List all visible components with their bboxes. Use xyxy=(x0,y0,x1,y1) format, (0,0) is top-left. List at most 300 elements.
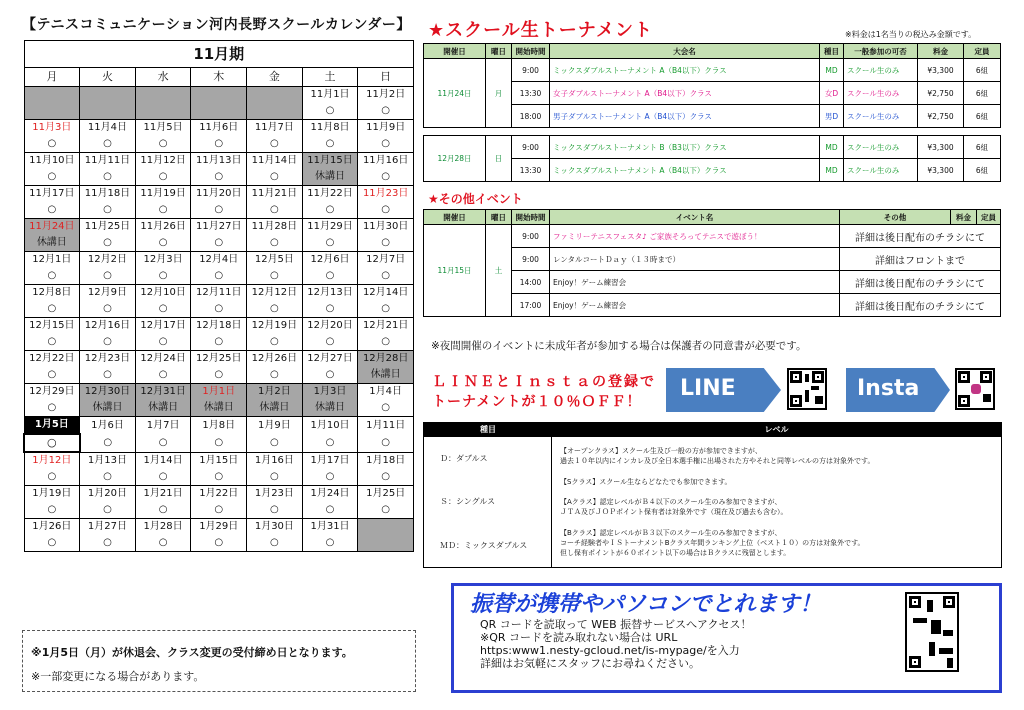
calendar-status: ○ xyxy=(24,434,80,452)
calendar-date: 1月13日 xyxy=(80,452,136,469)
tournament-header: 種目 xyxy=(820,44,844,59)
tournament-title: ★スクール生トーナメント xyxy=(428,20,654,41)
level-desc-line: ＪＴＡ及びＪＯＰポイント保有者は対象外です（現在及び過去も含む）。 xyxy=(560,508,788,517)
calendar-status: ○ xyxy=(302,268,358,285)
calendar-date: 11月8日 xyxy=(302,120,358,137)
tournament-capacity: 6組 xyxy=(964,159,1001,182)
line-qr-code[interactable] xyxy=(787,368,827,410)
calendar-date: 11月5日 xyxy=(135,120,191,137)
event-header: 定員 xyxy=(977,210,1001,225)
calendar-status: ○ xyxy=(247,268,303,285)
calendar-status: ○ xyxy=(247,535,303,552)
tournament-type: MD xyxy=(820,159,844,182)
calendar-date: 1月28日 xyxy=(135,519,191,536)
tournament-header: 定員 xyxy=(964,44,1001,59)
calendar-date: 12月31日 xyxy=(135,384,191,401)
calendar-date: 1月31日 xyxy=(302,519,358,536)
tournament-name: ミックスダブルストーナメント A（B4以下）クラス xyxy=(550,59,820,82)
substitution-text xyxy=(480,618,900,670)
calendar-date: 11月18日 xyxy=(80,186,136,203)
calendar-status: ○ xyxy=(191,136,247,153)
tournament-name: 男子ダブルストーナメント A（B4以下）クラス xyxy=(550,105,820,128)
calendar-date: 1月18日 xyxy=(358,452,414,469)
calendar-date: 11月12日 xyxy=(135,153,191,170)
type-doubles: Ｄ：ダブルス xyxy=(440,454,488,464)
calendar-status: ○ xyxy=(80,136,136,153)
tournament-open: スクール生のみ xyxy=(844,105,918,128)
tournament-weekday: 日 xyxy=(486,136,512,182)
calendar-status: 休講日 xyxy=(191,400,247,417)
calendar-date xyxy=(191,87,247,104)
calendar-date: 1月17日 xyxy=(302,452,358,469)
calendar-status: ○ xyxy=(191,469,247,486)
substitution-line: QR コードを読取って WEB 振替サービスへアクセス！ xyxy=(480,618,752,631)
calendar-date: 12月19日 xyxy=(247,318,303,335)
weekday-header: 木 xyxy=(191,68,247,87)
calendar-date: 1月21日 xyxy=(135,486,191,503)
calendar-date: 12月24日 xyxy=(135,351,191,368)
calendar-status: ○ xyxy=(302,535,358,552)
weekday-header: 火 xyxy=(80,68,136,87)
calendar-date: 1月15日 xyxy=(191,452,247,469)
calendar-date: 11月14日 xyxy=(247,153,303,170)
calendar-status: ○ xyxy=(191,268,247,285)
calendar-date: 12月4日 xyxy=(191,252,247,269)
calendar-heading: 【テニスコミュニケーション河内長野スクールカレンダー】 xyxy=(22,17,411,33)
calendar-date: 11月4日 xyxy=(80,120,136,137)
calendar-date: 12月15日 xyxy=(24,318,80,335)
calendar-date: 12月2日 xyxy=(80,252,136,269)
calendar-status: ○ xyxy=(191,202,247,219)
calendar-date: 11月22日 xyxy=(302,186,358,203)
substitution-url[interactable]: https:www1.nesty-gcloud.net/is-mypage/を入力 xyxy=(480,644,740,657)
calendar-date xyxy=(24,87,80,104)
event-other: 詳細は後日配布のチラシにて xyxy=(840,225,1001,248)
deadline-note: ※1月5日（月）が休退会、クラス変更の受付締め日となります。 xyxy=(31,646,353,659)
event-header: イベント名 xyxy=(550,210,840,225)
calendar-status xyxy=(358,535,414,552)
level-desc-line: コーチ経験者やＩＳトーナメントBクラス年間ランキング上位（ベスト１０）の方は対象外です。 xyxy=(560,538,865,547)
calendar-date: 1月8日 xyxy=(191,417,247,435)
calendar-date: 1月12日 xyxy=(24,452,80,469)
tournament-fee: ¥3,300 xyxy=(918,59,964,82)
calendar-status: ○ xyxy=(24,301,80,318)
calendar-date: 1月25日 xyxy=(358,486,414,503)
calendar-status: ○ xyxy=(191,502,247,519)
calendar-status: ○ xyxy=(358,301,414,318)
tournament-fee: ¥2,750 xyxy=(918,82,964,105)
calendar-status: ○ xyxy=(358,202,414,219)
calendar-date: 12月30日 xyxy=(80,384,136,401)
calendar-status: ○ xyxy=(191,434,247,452)
calendar-status: ○ xyxy=(135,434,191,452)
calendar-date: 1月22日 xyxy=(191,486,247,503)
calendar-date: 12月12日 xyxy=(247,285,303,302)
event-name: ファミリーテニスフェスタ♪ ご家族そろってテニスで遊ぼう！ xyxy=(550,225,840,248)
level-header-type: 種目 xyxy=(480,425,496,434)
tournament-time: 13:30 xyxy=(512,82,550,105)
calendar-status: ○ xyxy=(358,103,414,120)
calendar-status: ○ xyxy=(24,202,80,219)
event-header: 開始時間 xyxy=(512,210,550,225)
calendar-status: ○ xyxy=(247,334,303,351)
calendar-status: ○ xyxy=(191,235,247,252)
calendar-date: 11月20日 xyxy=(191,186,247,203)
calendar-date: 11月1日 xyxy=(302,87,358,104)
calendar-date: 12月18日 xyxy=(191,318,247,335)
event-time: 9:00 xyxy=(512,225,550,248)
calendar-status: ○ xyxy=(80,235,136,252)
calendar-status: ○ xyxy=(247,502,303,519)
tournament-time: 9:00 xyxy=(512,136,550,159)
calendar-date: 12月1日 xyxy=(24,252,80,269)
calendar-status: ○ xyxy=(135,268,191,285)
calendar-status: ○ xyxy=(80,469,136,486)
event-name: レンタルコートＤａｙ（１３時まで） xyxy=(550,248,840,271)
calendar-status: ○ xyxy=(24,136,80,153)
calendar-date: 1月26日 xyxy=(24,519,80,536)
calendar-date: 11月2日 xyxy=(358,87,414,104)
calendar-status: ○ xyxy=(358,434,414,452)
calendar-date: 11月17日 xyxy=(24,186,80,203)
event-time: 9:00 xyxy=(512,248,550,271)
calendar-date: 11月21日 xyxy=(247,186,303,203)
event-header: 料金 xyxy=(951,210,977,225)
calendar-date: 12月21日 xyxy=(358,318,414,335)
level-table xyxy=(423,422,1002,568)
events-title: ★その他イベント xyxy=(428,192,523,206)
calendar-status: ○ xyxy=(302,235,358,252)
calendar-status: ○ xyxy=(302,202,358,219)
level-header-level: レベル xyxy=(764,425,789,434)
tournament-open: スクール生のみ xyxy=(844,82,918,105)
calendar-status: ○ xyxy=(135,169,191,186)
calendar-date: 12月6日 xyxy=(302,252,358,269)
calendar-status: ○ xyxy=(24,334,80,351)
calendar-date: 11月13日 xyxy=(191,153,247,170)
calendar-date: 11月19日 xyxy=(135,186,191,203)
calendar-date: 12月9日 xyxy=(80,285,136,302)
calendar-date xyxy=(247,87,303,104)
calendar-date: 1月19日 xyxy=(24,486,80,503)
type-singles: Ｓ：シングルス xyxy=(440,497,496,507)
calendar-date: 1月29日 xyxy=(191,519,247,536)
calendar-date: 12月3日 xyxy=(135,252,191,269)
school-calendar xyxy=(23,40,414,552)
calendar-status: ○ xyxy=(247,169,303,186)
calendar-status: ○ xyxy=(191,367,247,384)
calendar-status: ○ xyxy=(358,400,414,417)
calendar-date: 1月6日 xyxy=(80,417,136,435)
calendar-date: 11月27日 xyxy=(191,219,247,236)
weekday-header: 月 xyxy=(24,68,80,87)
calendar-date: 11月10日 xyxy=(24,153,80,170)
calendar-status: ○ xyxy=(302,469,358,486)
calendar-status: ○ xyxy=(80,434,136,452)
insta-qr-code[interactable] xyxy=(955,368,995,410)
event-time: 17:00 xyxy=(512,294,550,317)
calendar-date xyxy=(80,87,136,104)
calendar-date: 12月8日 xyxy=(24,285,80,302)
calendar-status: ○ xyxy=(24,169,80,186)
calendar-status: 休講日 xyxy=(302,169,358,186)
event-name: Enjoy！ゲーム練習会 xyxy=(550,271,840,294)
event-header: 開催日 xyxy=(424,210,486,225)
calendar-date: 1月7日 xyxy=(135,417,191,435)
calendar-status: 休講日 xyxy=(302,400,358,417)
calendar-date: 1月27日 xyxy=(80,519,136,536)
calendar-date: 11月23日 xyxy=(358,186,414,203)
calendar-date: 11月7日 xyxy=(247,120,303,137)
calendar-date: 1月24日 xyxy=(302,486,358,503)
calendar-status: ○ xyxy=(302,301,358,318)
calendar-date: 11月11日 xyxy=(80,153,136,170)
calendar-date: 12月10日 xyxy=(135,285,191,302)
calendar-date: 1月9日 xyxy=(247,417,303,435)
tournament-header: 大会名 xyxy=(550,44,820,59)
calendar-date: 11月26日 xyxy=(135,219,191,236)
calendar-status: ○ xyxy=(358,469,414,486)
tournament-header: 料金 xyxy=(918,44,964,59)
calendar-date: 12月29日 xyxy=(24,384,80,401)
calendar-date: 1月30日 xyxy=(247,519,303,536)
tournament-fee: ¥3,300 xyxy=(918,159,964,182)
calendar-status: 休講日 xyxy=(135,400,191,417)
tournament-date: 11月24日 xyxy=(424,59,486,128)
calendar-date: 12月26日 xyxy=(247,351,303,368)
calendar-status: ○ xyxy=(358,502,414,519)
level-desc-block xyxy=(560,446,993,466)
calendar-date: 12月11日 xyxy=(191,285,247,302)
calendar-date: 12月16日 xyxy=(80,318,136,335)
calendar-status: ○ xyxy=(24,268,80,285)
substitution-line: ※QR コードを読み取れない場合は URL xyxy=(480,631,678,644)
tournament-type: MD xyxy=(820,136,844,159)
calendar-date: 12月17日 xyxy=(135,318,191,335)
calendar-date xyxy=(358,519,414,536)
calendar-status: ○ xyxy=(135,202,191,219)
level-desc-block xyxy=(560,497,993,517)
calendar-status xyxy=(24,103,80,120)
calendar-status: ○ xyxy=(302,502,358,519)
calendar-date: 12月20日 xyxy=(302,318,358,335)
calendar-status: ○ xyxy=(80,169,136,186)
calendar-status: ○ xyxy=(135,469,191,486)
calendar-status: ○ xyxy=(24,367,80,384)
calendar-status: ○ xyxy=(247,367,303,384)
month-title: 11月期 xyxy=(24,41,414,68)
tournament-open: スクール生のみ xyxy=(844,136,918,159)
calendar-status: ○ xyxy=(191,535,247,552)
calendar-date: 12月14日 xyxy=(358,285,414,302)
calendar-status: ○ xyxy=(358,235,414,252)
calendar-status: ○ xyxy=(80,202,136,219)
calendar-date: 1月20日 xyxy=(80,486,136,503)
events-table xyxy=(423,209,1001,317)
calendar-status: ○ xyxy=(247,136,303,153)
calendar-notes xyxy=(22,630,416,692)
calendar-status xyxy=(247,103,303,120)
calendar-date: 1月10日 xyxy=(302,417,358,435)
calendar-date: 1月1日 xyxy=(191,384,247,401)
level-desc-line: 【Bクラス】認定レベルがＢ３以下のスクール生のみ参加できますが、 xyxy=(560,528,782,537)
calendar-date: 12月27日 xyxy=(302,351,358,368)
substitution-line: 詳細はお気軽にスタッフにお尋ねください。 xyxy=(480,657,700,670)
calendar-date: 12月25日 xyxy=(191,351,247,368)
event-other: 詳細はフロントまで xyxy=(840,248,1001,271)
calendar-status: ○ xyxy=(24,400,80,417)
calendar-date: 1月2日 xyxy=(247,384,303,401)
calendar-date: 12月23日 xyxy=(80,351,136,368)
level-desc-line: 【オープンクラス】スクール生及び一般の方が参加できますが、 xyxy=(560,447,762,456)
calendar-date: 11月15日 xyxy=(302,153,358,170)
calendar-date: 11月6日 xyxy=(191,120,247,137)
tournament-fee: ¥3,300 xyxy=(918,136,964,159)
event-weekday: 土 xyxy=(486,225,512,317)
calendar-date xyxy=(135,87,191,104)
type-mixed: ＭＤ：ミックスダブルス xyxy=(440,540,528,550)
promo-line-1: ＬＩＮＥとＩｎｓｔａの登録で xyxy=(432,374,656,390)
calendar-date: 11月3日 xyxy=(24,120,80,137)
change-note: ※一部変更になる場合があります。 xyxy=(31,670,205,683)
calendar-status: ○ xyxy=(191,334,247,351)
tournament-type: 男D xyxy=(820,105,844,128)
calendar-status: ○ xyxy=(358,268,414,285)
event-other: 詳細は後日配布のチラシにて xyxy=(840,271,1001,294)
calendar-date: 11月28日 xyxy=(247,219,303,236)
calendar-date: 12月28日 xyxy=(358,351,414,368)
calendar-status: ○ xyxy=(302,136,358,153)
calendar-status: ○ xyxy=(358,169,414,186)
calendar-status: ○ xyxy=(24,535,80,552)
calendar-status: ○ xyxy=(80,502,136,519)
promo-line-2: トーナメントが１０％ＯＦＦ！ xyxy=(432,394,642,410)
calendar-status: ○ xyxy=(135,334,191,351)
tournament-table xyxy=(423,43,1001,182)
level-descriptions xyxy=(552,437,1001,567)
weekday-header: 日 xyxy=(358,68,414,87)
tournament-type: MD xyxy=(820,59,844,82)
calendar-status: ○ xyxy=(302,103,358,120)
tournament-time: 18:00 xyxy=(512,105,550,128)
calendar-date: 1月11日 xyxy=(358,417,414,435)
calendar-date: 1月4日 xyxy=(358,384,414,401)
tournament-capacity: 6組 xyxy=(964,59,1001,82)
tournament-weekday: 月 xyxy=(486,59,512,128)
tournament-capacity: 6組 xyxy=(964,105,1001,128)
calendar-date: 1月23日 xyxy=(247,486,303,503)
calendar-status: ○ xyxy=(191,169,247,186)
weekday-header: 土 xyxy=(302,68,358,87)
calendar-date: 1月3日 xyxy=(302,384,358,401)
night-event-note: ※夜間開催のイベントに未成年者が参加する場合は保護者の同意書が必要です。 xyxy=(431,340,807,352)
line-label: LINE xyxy=(680,376,736,401)
calendar-date: 12月22日 xyxy=(24,351,80,368)
tournament-type: 女D xyxy=(820,82,844,105)
tax-note: ※料金は1名当りの税込み金額です。 xyxy=(845,30,977,39)
tournament-name: ミックスダブルストーナメント A（B4以下）クラス xyxy=(550,159,820,182)
calendar-status: ○ xyxy=(247,469,303,486)
calendar-date: 11月16日 xyxy=(358,153,414,170)
calendar-status: ○ xyxy=(247,202,303,219)
calendar-status: 休講日 xyxy=(358,367,414,384)
tournament-open: スクール生のみ xyxy=(844,59,918,82)
calendar-status: ○ xyxy=(135,301,191,318)
calendar-date: 12月5日 xyxy=(247,252,303,269)
calendar-date: 1月16日 xyxy=(247,452,303,469)
tournament-open: スクール生のみ xyxy=(844,159,918,182)
tournament-name: ミックスダブルストーナメント B（B3以下）クラス xyxy=(550,136,820,159)
calendar-status: ○ xyxy=(80,535,136,552)
calendar-status: ○ xyxy=(80,334,136,351)
level-desc-line: 【Aクラス】認定レベルがＢ４以下のスクール生のみ参加できますが、 xyxy=(560,498,782,507)
calendar-status: ○ xyxy=(80,301,136,318)
calendar-status: ○ xyxy=(80,367,136,384)
tournament-capacity: 6組 xyxy=(964,82,1001,105)
tournament-header: 曜日 xyxy=(486,44,512,59)
calendar-status: ○ xyxy=(191,301,247,318)
weekday-header: 水 xyxy=(135,68,191,87)
tournament-time: 13:30 xyxy=(512,159,550,182)
level-desc-line: 過去１０年以内にインカレ及び全日本選手権に出場された方やそれと同等レベルの方は対象外です。 xyxy=(560,457,875,466)
calendar-date: 11月29日 xyxy=(302,219,358,236)
level-desc-line: 但し保有ポイントが６０ポイント以下の場合はＢクラスに残留とします。 xyxy=(560,548,791,557)
calendar-status: ○ xyxy=(135,235,191,252)
calendar-status: ○ xyxy=(135,367,191,384)
calendar-date: 12月7日 xyxy=(358,252,414,269)
calendar-status xyxy=(135,103,191,120)
level-desc-block xyxy=(560,477,993,487)
calendar-status: ○ xyxy=(24,469,80,486)
calendar-date: 11月24日 xyxy=(24,219,80,236)
calendar-status: ○ xyxy=(247,301,303,318)
calendar-status: ○ xyxy=(24,502,80,519)
substitution-title: 振替が携帯やパソコンでとれます！ xyxy=(470,592,822,617)
tournament-name: 女子ダブルストーナメント A（B4以下）クラス xyxy=(550,82,820,105)
calendar-status: ○ xyxy=(80,268,136,285)
event-name: Enjoy！ゲーム練習会 xyxy=(550,294,840,317)
event-other: 詳細は後日配布のチラシにて xyxy=(840,294,1001,317)
tournament-header: 開始時間 xyxy=(512,44,550,59)
calendar-status: ○ xyxy=(135,535,191,552)
calendar-status: ○ xyxy=(302,434,358,452)
event-header: その他 xyxy=(840,210,951,225)
calendar-status: ○ xyxy=(358,136,414,153)
tournament-time: 9:00 xyxy=(512,59,550,82)
weekday-header: 金 xyxy=(247,68,303,87)
event-header: 曜日 xyxy=(486,210,512,225)
level-desc-line: 【Sクラス】スクール生ならどなたでも参加できます。 xyxy=(560,477,732,486)
calendar-date: 12月13日 xyxy=(302,285,358,302)
tournament-capacity: 6組 xyxy=(964,136,1001,159)
calendar-date: 1月5日 xyxy=(24,417,80,435)
tournament-header: 一般参加の可否 xyxy=(844,44,918,59)
calendar-status xyxy=(80,103,136,120)
tournament-date: 12月28日 xyxy=(424,136,486,182)
calendar-status: ○ xyxy=(302,334,358,351)
event-date: 11月15日 xyxy=(424,225,486,317)
mypage-qr-code[interactable] xyxy=(905,592,959,672)
calendar-status: ○ xyxy=(302,367,358,384)
calendar-status: 休講日 xyxy=(80,400,136,417)
calendar-status: ○ xyxy=(247,434,303,452)
calendar-status: 休講日 xyxy=(247,400,303,417)
insta-label: Insta xyxy=(857,376,920,401)
calendar-status: 休講日 xyxy=(24,235,80,252)
calendar-date: 11月25日 xyxy=(80,219,136,236)
calendar-date: 1月14日 xyxy=(135,452,191,469)
level-desc-block xyxy=(560,528,993,558)
